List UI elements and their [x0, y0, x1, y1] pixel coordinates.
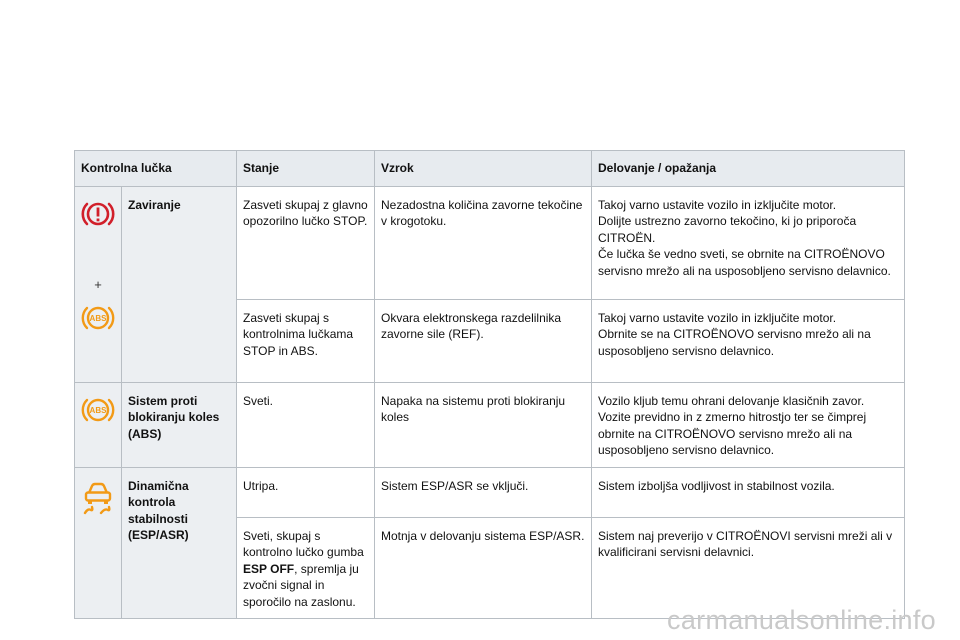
header-stanje: Stanje	[237, 151, 375, 187]
vzrok-cell: Napaka na sistemu proti blokiranju koles	[375, 382, 592, 467]
vzrok-cell: Motnja v delovanju sistema ESP/ASR.	[375, 517, 592, 619]
table-row	[75, 467, 905, 517]
brake-warning-icon	[81, 199, 115, 229]
stanje-cell: Zasveti skupaj z glavno opozorilno lučko STOP.	[237, 186, 375, 299]
abs-icon-text: ABS	[89, 405, 107, 415]
esp-skid-icon	[81, 480, 115, 516]
table-row	[75, 186, 905, 299]
stanje-cell: Zasveti skupaj s kontrolnima lučkama STOP in ABS.	[237, 299, 375, 382]
vzrok-cell: Sistem ESP/ASR se vključi.	[375, 467, 592, 517]
header-kontrolna-lucka: Kontrolna lučka	[75, 151, 237, 187]
vzrok-cell: Nezadostna količina zavorne tekočine v krogotoku.	[375, 186, 592, 299]
header-delovanje: Delovanje / opažanja	[592, 151, 905, 187]
name-zaviranje: Zaviranje	[122, 186, 237, 382]
stanje-text-post: , spremlja ju zvočni signal in sporočilo na zaslonu.	[243, 561, 359, 609]
delovanje-cell: Sistem naj preverijo v CITROËNOVI servisni mreži ali v kvalificirani servisni delavnici.	[592, 517, 905, 619]
plus-sign: +	[94, 276, 102, 292]
vzrok-cell: Okvara elektronskega razdelilnika zavorne sile (REF).	[375, 299, 592, 382]
esp-off-label: ESP OFF	[243, 561, 295, 576]
stanje-cell: Sveti.	[237, 382, 375, 467]
abs-icon	[81, 303, 115, 333]
name-esp-asr: Dinamična kontrola stabilnosti (ESP/ASR)	[122, 467, 237, 619]
delovanje-cell: Takoj varno ustavite vozilo in izključite motor. Dolijte ustrezno zavorno tekočino, ki jo priporoča CITROËN. Če lučka še vedno sveti, se obrnite na CITROËNOVO servisno mrežo ali na usposobljeno servisno delavnico.	[592, 186, 905, 299]
header-vzrok: Vzrok	[375, 151, 592, 187]
brake-icon-cell	[75, 186, 122, 382]
stanje-cell	[237, 517, 375, 619]
abs-icon	[81, 395, 115, 425]
stanje-cell: Utripa.	[237, 467, 375, 517]
name-abs: Sistem proti blokiranju koles (ABS)	[122, 382, 237, 467]
delovanje-cell: Takoj varno ustavite vozilo in izključite motor. Obrnite se na CITROËNOVO servisno mrežo ali na usposobljeno servisno delavnico.	[592, 299, 905, 382]
delovanje-cell: Vozilo kljub temu ohrani delovanje klasičnih zavor. Vozite previdno in z zmerno hitrostjo ter se čimprej obrnite na CITROËNOVO servisno mrežo ali na usposobljeno servisno delavnico.	[592, 382, 905, 467]
esp-icon-cell	[75, 467, 122, 619]
table-header-row	[75, 151, 905, 187]
stanje-text-pre: Sveti, skupaj s kontrolno lučko gumba	[243, 528, 364, 559]
delovanje-cell: Sistem izboljša vodljivost in stabilnost vozila.	[592, 467, 905, 517]
warning-lights-table	[74, 150, 905, 619]
watermark: carmanualsonline.info	[667, 605, 936, 635]
table-row	[75, 382, 905, 467]
abs-icon-text: ABS	[89, 314, 107, 323]
abs-icon-cell	[75, 382, 122, 467]
